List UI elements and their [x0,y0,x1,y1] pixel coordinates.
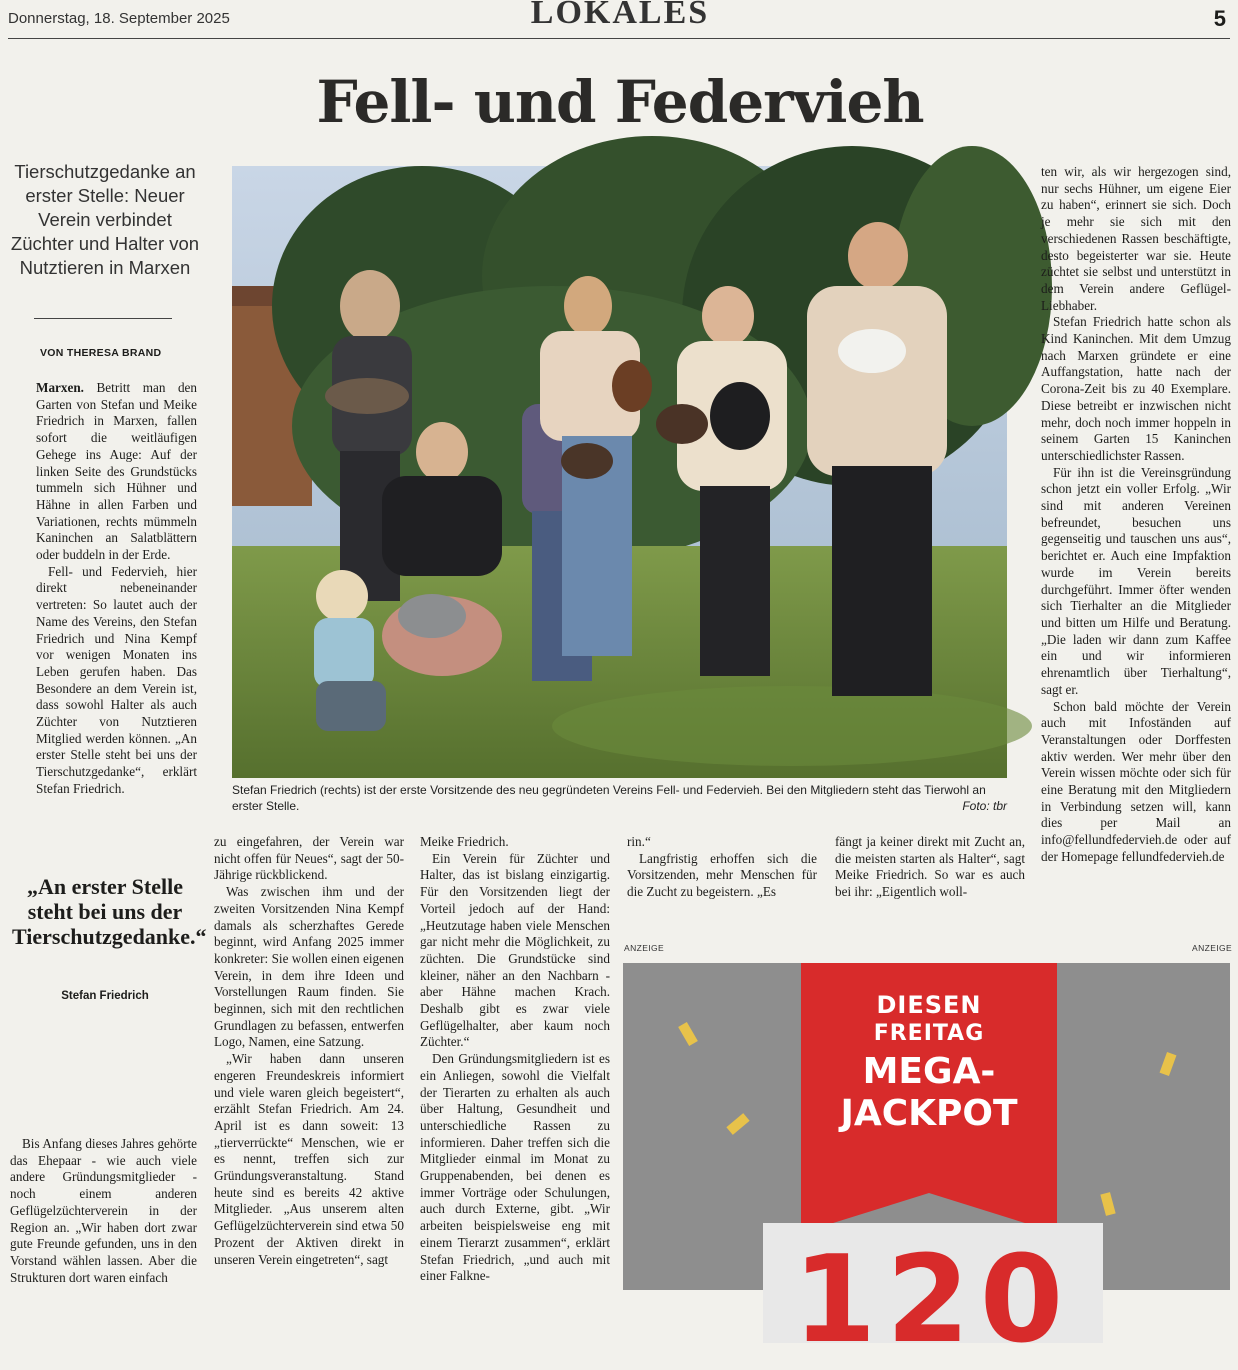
ad-label-left: ANZEIGE [624,943,665,953]
ad-banner [801,963,1057,1193]
ad-line-4: JACKPOT [840,1093,1018,1134]
paragraph: Fell- und Federvieh, hier direkt nebeneinander vertreten: So lautet auch der Name des Vereins, den Stefan Friedrich und Nina Kempf vor wenigen Monaten ins Leben gerufen haben. Das Besondere an dem Verein ist, dass sowohl Halter als auch Züchter von Nutztieren Mitglied werden können. „An erster Stelle steht bei uns der Tierschutzgedanke“, erklärt Stefan Friedrich. [36,563,197,796]
dateline: Marxen. [36,380,84,395]
caption-text: Stefan Friedrich (rechts) ist der erste Vorsitzende des neu gegründeten Vereins Fell- und Federvieh. Bei den Mitgliedern steht das Tierwohl an erster Stelle. [232,783,986,813]
article-column-1 [36,380,197,798]
paragraph: Ein Verein für Züchter und Halter, das ist bislang einzigartig. Für den Vorsitzenden liegt der Vorteil jedoch auf der Hand: „Heutzutage haben viele Menschen gar nicht mehr die Möglichkeit, zu züchten. Die Grundstücke sind kleiner, näher an den Nachbarn - aber Hähne machen Krach. Deshalb gibt es zwar viele Geflügelhalter, aber kaum noch Züchter.“ [420,850,610,1050]
header-divider [8,38,1230,39]
subtitle: Tierschutzgedanke an erster Stelle: Neuer Verein verbindet Züchter und Halter von Nutztieren in Marxen [10,161,200,278]
ad-line-3: MEGA- [862,1051,996,1092]
confetti-decoration [726,1113,749,1135]
paragraph: fängt ja keiner direkt mit Zucht an, die meisten starten als Halter“, sagt Meike Friedrich. So war es auch bei ihr: „Eigentlich woll- [835,834,1025,900]
garden-group-photo [232,166,1007,778]
subtitle-divider [34,318,172,319]
paragraph: Bis Anfang dieses Jahres gehörte das Ehepaar - wie auch viele andere Gründungsmitglieder - noch einem anderen Geflügelzüchterverein in der Region an. „Wir haben dort zwar gute Freunde gefunden, uns in den Vorstand wählen lassen. Aber die Strukturen dort waren einfach [10,1136,197,1285]
confetti-decoration [1100,1192,1115,1216]
paragraph: rin.“ [627,834,651,849]
paragraph: Langfristig erhoffen sich die Vorsitzenden, mehr Menschen für die Zucht zu begeistern. „Es [627,850,817,900]
ad-line-2: FREITAG [873,1021,985,1046]
paragraph: „Wir haben dann unseren engeren Freundeskreis informiert und viele waren gleich begeistert“, erzählt Stefan Friedrich. Am 24. April ist es dann soweit: 13 „tierverrückte“ Menschen, wie er es nennt, treffen sich zur Gründungsveranstaltung. Stand heute sind es bereits 42 aktive Mitglieder. „Aus unserem alten Geflügelzüchterverein sind etwa 50 Prozent der Aktiven direkt in unseren Verein eingetreten“, sagt [214,1051,404,1267]
issue-date: Donnerstag, 18. September 2025 [8,10,230,27]
page-number: 5 [1213,6,1226,31]
article-column-2 [214,834,404,1268]
jackpot-amount-box [763,1223,1103,1370]
headline: Fell- und Federvieh [316,68,924,136]
article-column-6 [1041,164,1231,866]
article-column-4 [627,834,817,901]
paragraph: Meike Friedrich. [420,834,509,849]
paragraph: ten wir, als wir hergezogen sind, nur sechs Hühner, um eigene Eier zu haben“, erinnert sie sich. Doch je mehr sie sich mit den verschiedenen Rassen beschäftigte, desto begeisterter war sie. Heute züchtet sie selbst und unterstützt in dem Verein andere Geflügel-Liebhaber. [1041,164,1231,313]
paragraph: Stefan Friedrich hatte schon als Kind Kaninchen. Mit dem Umzug nach Marxen gründete er eine Auffangstation, hatte nach der Corona-Zeit bis zu 40 Exemplare. Diese betreibt er inzwischen nicht mehr, doch noch immer hoppeln in seinem Garten 15 Kaninchen unterschiedlichster Rassen. [1041,314,1231,463]
jackpot-amount: 120 [792,1231,1074,1370]
paragraph: Was zwischen ihm und der zweiten Vorsitzenden Nina Kempf damals als scherzhaftes Gerede beginnt, wird Anfang 2025 immer konkreter: Sie wollen einen eigenen Verein, in dem ihre Ideen und Vorstellungen Raum finden. Sie beginnen, sich mit den rechtlichen Grundlagen zu befassen, entwerfen Logo, Namen, eine Satzung. [214,884,404,1050]
paragraph: zu eingefahren, der Verein war nicht offen für Neues“, sagt der 50-Jährige rückblickend. [214,834,404,883]
photo-caption [232,782,1007,814]
paragraph: Den Gründungsmitgliedern ist es ein Anliegen, sowohl die Vielfalt der Tierarten zu erhalten als auch über Haltung, Gesundheit und unterschiedliche Rassen zu informieren. Daher treffen sich die Mitglieder einmal im Monat zu Gruppenabenden, bei denen es immer Vorträge oder Schulungen, auch durch Externe, gibt. „Wir arbeiten beispielsweise eng mit einem Tierarzt zusammen“, erklärt Stefan Friedrich, „und auch mit einer Falkne- [420,1051,610,1284]
article-photo [232,166,1007,778]
paragraph: Schon bald möchte der Verein auch mit Infoständen auf Veranstaltungen oder Dorffesten aktiv werden. Wer mehr über den Verein wissen möchte oder sich für eine Beratung mit den Mitgliedern in Verbindung setzen will, kann dies per Mail an info@fellundfedervieh.de oder auf der Homepage fellundfedervieh.de [1041,698,1231,864]
photo-credit: Foto: tbr [962,799,1007,813]
paragraph [36,380,197,564]
pull-quote-source: Stefan Friedrich [61,990,149,1002]
ad-line-1: DIESEN [876,991,982,1019]
paragraph: Für ihn ist die Vereinsgründung schon jetzt ein voller Erfolg. „Wir sind mit anderen Vereinen befreundet, besuchen uns gegenseitig und tauschen uns aus“, berichtet er. Auch eine Impfaktion wurde im Verein bereits durchgeführt. Immer öfter wenden sich Tierhalter an die Mitglieder und bitten um Hilfe und Beratung. „Die laden wir dann zum Kaffee ein und wir informieren ehrenamtlich über Tierhaltung“, sagt er. [1041,464,1231,697]
ad-label-right: ANZEIGE [1192,943,1233,953]
pull-quote: „An erster Stelle steht bei uns der Tierschutzgedanke.“ [12,874,207,949]
byline: VON THERESA BRAND [40,347,162,359]
paragraph-text: Betritt man den Garten von Stefan und Meike Friedrich in Marxen, fallen sofort die weitläufigen Gehege ins Auge: Auf der linken Seite des Grundstücks tummeln sich Hühner und Hähne in allen Farben und Variationen, rechts mümmeln Kaninchen an Salatblättern oder buddeln in der Erde. [36,380,197,563]
article-column-1-lower [10,1136,197,1286]
section-title: LOKALES [530,0,710,31]
article-column-5 [835,834,1025,901]
confetti-decoration [1160,1052,1177,1076]
lottery-advertisement[interactable] [623,963,1230,1370]
confetti-decoration [678,1022,698,1046]
article-column-3 [420,834,610,1285]
